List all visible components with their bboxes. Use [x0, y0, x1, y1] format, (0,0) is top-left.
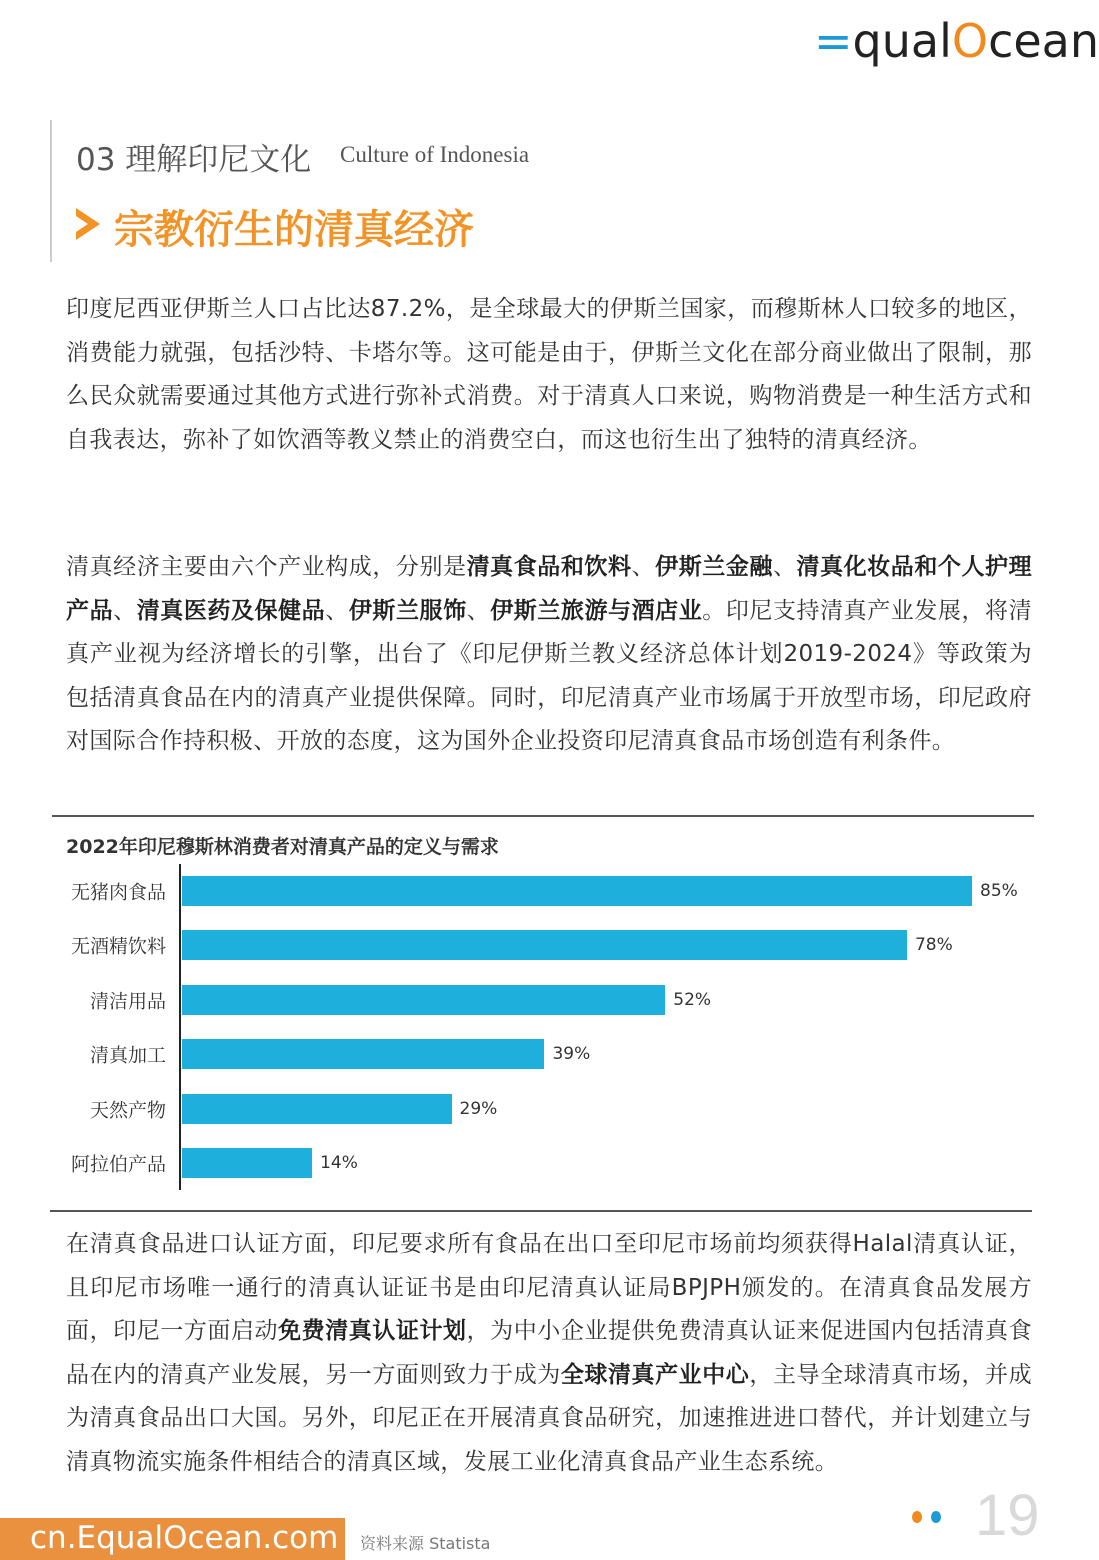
bar — [182, 876, 972, 906]
bold-text: 伊斯兰服饰 — [348, 597, 467, 624]
bold-text: 伊斯兰旅游与酒店业 — [490, 597, 703, 624]
text: 、 — [325, 597, 349, 624]
bar — [182, 985, 665, 1015]
section-divider — [50, 120, 52, 262]
chart-axis — [179, 864, 181, 1190]
bold-text: 清真医药及保健品 — [136, 597, 326, 624]
equalocean-logo: =qualOcean — [814, 14, 1099, 68]
text: ，主导全球清真市场，并成为清真食品出口大国。另外，印尼正在开展清真食品研究，加速推进进口替代，并计划建立与清真物流实施条件相结合的清真区域，发展工业化清真食品产业生态系统。 — [66, 1361, 1032, 1475]
category-label: 清真加工 — [89, 1044, 166, 1067]
text: 、 — [631, 554, 656, 580]
bold-text: 免费清真认证计划 — [278, 1318, 467, 1344]
text: 清真经济主要由六个产业构成，分别是 — [66, 554, 467, 580]
site-url[interactable]: cn.EqualOcean.com — [0, 1518, 345, 1560]
category-label: 阿拉伯产品 — [70, 1153, 166, 1176]
chart-title: 2022年印尼穆斯林消费者对清真产品的定义与需求 — [66, 836, 499, 858]
text: 印度尼西亚伊斯兰人口占比达87.2%，是全球最大的伊斯兰国家，而穆斯林人口较多的地区，消费能力就强，包括沙特、卡塔尔等。这可能是由于，伊斯兰文化在部分商业做出了限制，那么民众就需要通过其他方式进行弥补式消费。对于清真人口来说，购物消费是一种生活方式和自我表达，弥补了如饮酒等教义禁止的消费空白，而这也衍生出了独特的清真经济。 — [66, 296, 1032, 453]
category-label: 清洁用品 — [89, 990, 166, 1013]
bold-text: 清真化妆品和个人护理产品 — [66, 554, 1033, 624]
text: 。印尼支持清真产业发展，将清真产业视为经济增长的引擎，出台了《印尼伊斯兰教义经济总体计划2019-2024》等政策为包括清真食品在内的清真产业提供保障。同时，印尼清真产业市场属于开放型市场，印尼政府对国际合作持积极、开放的态度，这为国外企业投资印尼清真食品市场创造有利条件。 — [66, 597, 1033, 754]
paragraph-3 — [66, 1223, 1032, 1484]
value-label: 52% — [673, 989, 712, 1010]
value-label: 29% — [459, 1098, 498, 1119]
blue-dot-icon — [931, 1511, 941, 1523]
arrow-icon — [76, 208, 100, 240]
category-label: 无猪肉食品 — [70, 881, 166, 904]
bar — [182, 1148, 312, 1178]
source-note: 资料来源 Statista — [360, 1534, 491, 1553]
bold-text: 清真食品和饮料 — [466, 554, 632, 580]
value-label: 78% — [914, 935, 953, 956]
value-label: 85% — [980, 881, 1018, 901]
page-title: 宗教衍生的清真经济 — [114, 207, 474, 253]
paragraph-1 — [66, 288, 1032, 462]
paragraph-2 — [66, 546, 1032, 764]
category-label: 无酒精饮料 — [70, 935, 166, 958]
bold-text: 全球清真产业中心 — [560, 1361, 750, 1388]
value-label: 14% — [320, 1153, 358, 1173]
orange-dot-icon — [912, 1511, 922, 1523]
bold-text: 伊斯兰金融 — [655, 554, 773, 580]
text: 、 — [772, 554, 797, 580]
text: 、 — [466, 597, 491, 624]
page-number: 19 — [975, 1483, 1040, 1548]
text: 在清真食品进口认证方面，印尼要求所有食品在出口至印尼市场前均须获得Halal清真认证，且印尼市场唯一通行的清真认证证书是由印尼清真认证局BPJPH颁发的。在清真食品发展方面，印尼一方面启动 — [66, 1231, 1032, 1344]
bar — [182, 1039, 544, 1069]
category-label: 天然产物 — [89, 1099, 166, 1122]
text: ，为中小企业提供免费清真认证来促进国内包括清真食品在内的清真产业发展，另一方面则致力于成为 — [66, 1318, 1032, 1388]
chart-bottom-divider — [50, 1210, 1032, 1212]
value-label: 39% — [552, 1044, 591, 1065]
section-title-en: Culture of Indonesia — [340, 142, 530, 167]
bar — [182, 1094, 452, 1124]
section-title: 03 理解印尼文化 — [76, 142, 312, 178]
text: 、 — [113, 597, 137, 624]
bar — [182, 930, 907, 960]
chart-top-divider — [52, 815, 1034, 817]
